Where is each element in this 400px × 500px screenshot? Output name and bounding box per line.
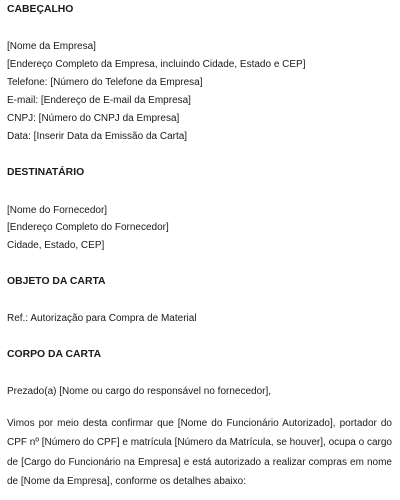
recipient-section-title: DESTINATÁRIO (7, 167, 85, 178)
recipient-supplier-address: [Endereço Completo do Fornecedor] (7, 222, 169, 233)
body-paragraph: Vimos por meio desta confirmar que [Nome do Funcionário Autorizado], portador do CPF nº [Número do CPF] e matrícula [Número da Matrícula, se houver], ocupa o cargo de [Cargo do Funcionário na Empresa] e está autorizado a realizar compras em nome de [Nome da Empresa], conforme os detalhes abaixo: (7, 418, 392, 487)
header-section-title: CABEÇALHO (7, 4, 74, 15)
subject-section-title: OBJETO DA CARTA (7, 276, 106, 287)
header-letter-date: Data: [Inserir Data da Emissão da Carta] (7, 131, 188, 142)
body-greeting: Prezado(a) [Nome ou cargo do responsável no fornecedor], (7, 386, 272, 397)
header-company-address: [Endereço Completo da Empresa, incluindo Cidade, Estado e CEP] (7, 59, 306, 70)
subject-reference: Ref.: Autorização para Compra de Material (7, 313, 197, 324)
header-company-cnpj: CNPJ: [Número do CNPJ da Empresa] (7, 113, 180, 124)
recipient-supplier-name: [Nome do Fornecedor] (7, 205, 108, 216)
body-section-title: CORPO DA CARTA (7, 349, 102, 360)
recipient-city-state-zip: Cidade, Estado, CEP] (7, 240, 105, 251)
header-company-name: [Nome da Empresa] (7, 41, 96, 52)
header-company-email: E-mail: [Endereço de E-mail da Empresa] (7, 95, 191, 106)
header-company-phone: Telefone: [Número do Telefone da Empresa] (7, 77, 203, 88)
